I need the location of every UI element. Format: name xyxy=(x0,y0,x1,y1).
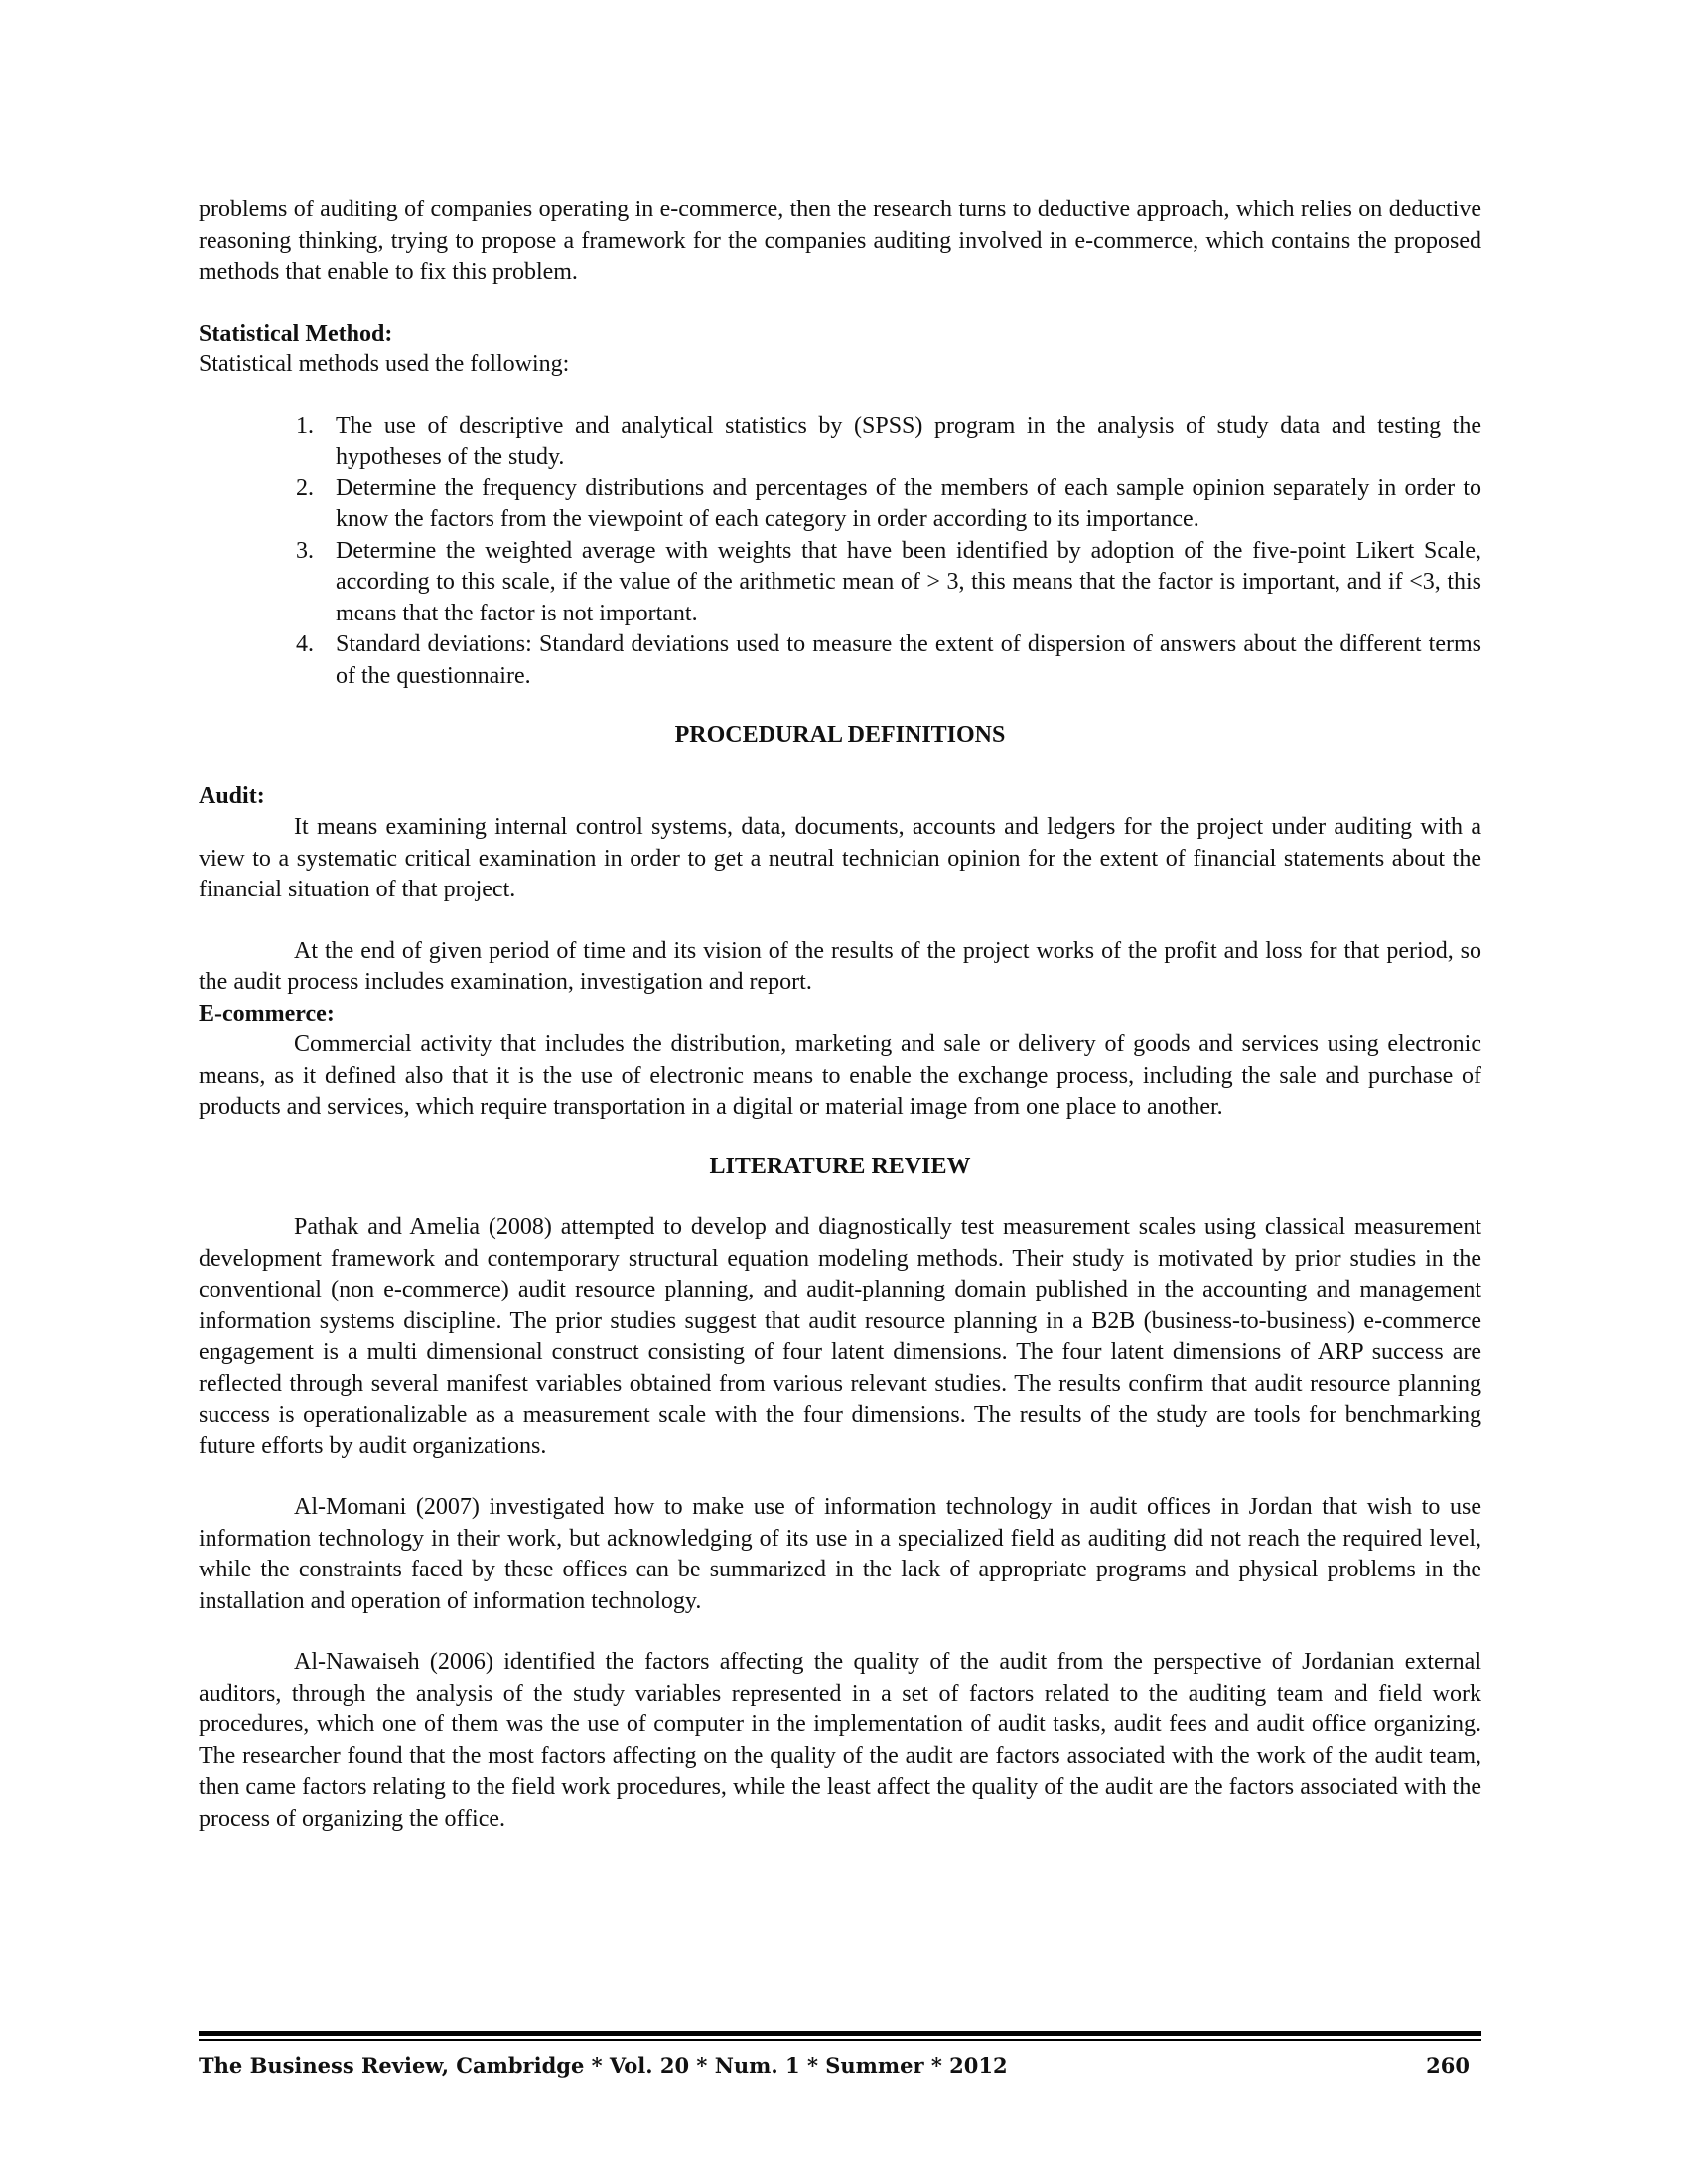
literature-paragraph-3: Al-Nawaiseh (2006) identified the factors affecting the quality of the audit from the perspective of Jordanian external auditors, through the analysis of the study variables represented in a set of factors related to the auditing team and field work procedures, which one of them was the use of computer in the implementation of audit tasks, audit fees and audit office organizing. The researcher found that the most factors affecting on the quality of the audit are factors associated with the work of the audit team, then came factors relating to the field work procedures, while the least affect the quality of the audit are the factors associated with the process of organizing the office. xyxy=(199,1649,1481,1832)
list-item-number: 4. xyxy=(296,631,314,657)
statistical-method-heading: Statistical Method: xyxy=(199,320,393,346)
page-footer xyxy=(199,2051,1481,2081)
list-item-text: Determine the frequency distributions and percentages of the members of each sample opinion separately in order to know the factors from the viewpoint of each category in order according to its importance. xyxy=(336,475,1481,532)
procedural-definitions-heading: PROCEDURAL DEFINITIONS xyxy=(674,722,1006,748)
audit-heading: Audit: xyxy=(199,782,265,809)
literature-paragraph-2: Al-Momani (2007) investigated how to make use of information technology in audit offices in Jordan that wish to use information technology in their work, but acknowledging of its use in a specialized field as auditing did not reach the required level, while the constraints faced by these offices can be summarized in the lack of appropriate programs and physical problems in the installation and operation of information technology. xyxy=(199,1494,1481,1614)
list-item xyxy=(296,536,1481,630)
list-item-number: 2. xyxy=(296,475,314,501)
journal-citation: The Business Review, Cambridge * Vol. 20 * Num. 1 * Summer * 2012 xyxy=(199,2053,1008,2078)
statistical-method-intro: Statistical methods used the following: xyxy=(199,351,570,377)
footer-rule-thin xyxy=(199,2039,1481,2041)
intro-paragraph: problems of auditing of companies operating in e-commerce, then the research turns to deductive approach, which relies on deductive reasoning thinking, trying to propose a framework for the companies auditing involved in e-commerce, which contains the proposed methods that enable to fix this problem. xyxy=(199,197,1481,285)
list-item xyxy=(296,474,1481,536)
audit-paragraph-1: It means examining internal control systems, data, documents, accounts and ledgers for the project under auditing with a view to a systematic critical examination in order to get a neutral technician opinion for the extent of financial statements about the financial situation of that project. xyxy=(199,814,1481,902)
page-number: 260 xyxy=(1426,2053,1470,2078)
literature-review-heading: LITERATURE REVIEW xyxy=(709,1153,971,1179)
list-item-text: Determine the weighted average with weights that have been identified by adoption of the five-point Likert Scale, according to this scale, if the value of the arithmetic mean of > 3, this means that the factor is important, and if <3, this means that the factor is not important. xyxy=(336,537,1481,626)
literature-paragraph-1: Pathak and Amelia (2008) attempted to develop and diagnostically test measurement scales using classical measurement development framework and contemporary structural equation modeling methods. Their study is motivated by prior studies in the conventional (non e-commerce) audit resource planning, and audit-planning domain published in the accounting and management information systems discipline. The prior studies suggest that audit resource planning in a B2B (business-to-business) e-commerce engagement is a multi dimensional construct consisting of four latent dimensions. The four latent dimensions of ARP success are reflected through several manifest variables obtained from various relevant studies. The results confirm that audit resource planning success is operationalizable as a measurement scale with the four dimensions. The results of the study are tools for benchmarking future efforts by audit organizations. xyxy=(199,1214,1481,1459)
list-item-text: The use of descriptive and analytical statistics by (SPSS) program in the analysis of study data and testing the hypotheses of the study. xyxy=(336,412,1481,470)
statistical-method-list xyxy=(199,411,1481,693)
list-item-text: Standard deviations: Standard deviations used to measure the extent of dispersion of answers about the different terms of the questionnaire. xyxy=(336,631,1481,689)
footer-rule-thick xyxy=(199,2031,1481,2036)
list-item-number: 3. xyxy=(296,537,314,564)
list-item xyxy=(296,629,1481,692)
ecommerce-paragraph: Commercial activity that includes the distribution, marketing and sale or delivery of goods and services using electronic means, as it defined also that it is the use of electronic means to enable the exchange process, including the sale and purchase of products and services, which require transportation in a digital or material image from one place to another. xyxy=(199,1031,1481,1120)
statistical-method-section xyxy=(199,319,1481,693)
list-item xyxy=(296,411,1481,474)
list-item-number: 1. xyxy=(296,412,314,439)
ecommerce-heading: E-commerce: xyxy=(199,1000,335,1026)
page-body xyxy=(199,195,1481,1835)
audit-paragraph-2: At the end of given period of time and its vision of the results of the project works of the profit and loss for that period, so the audit process includes examination, investigation and report. xyxy=(199,937,1481,995)
